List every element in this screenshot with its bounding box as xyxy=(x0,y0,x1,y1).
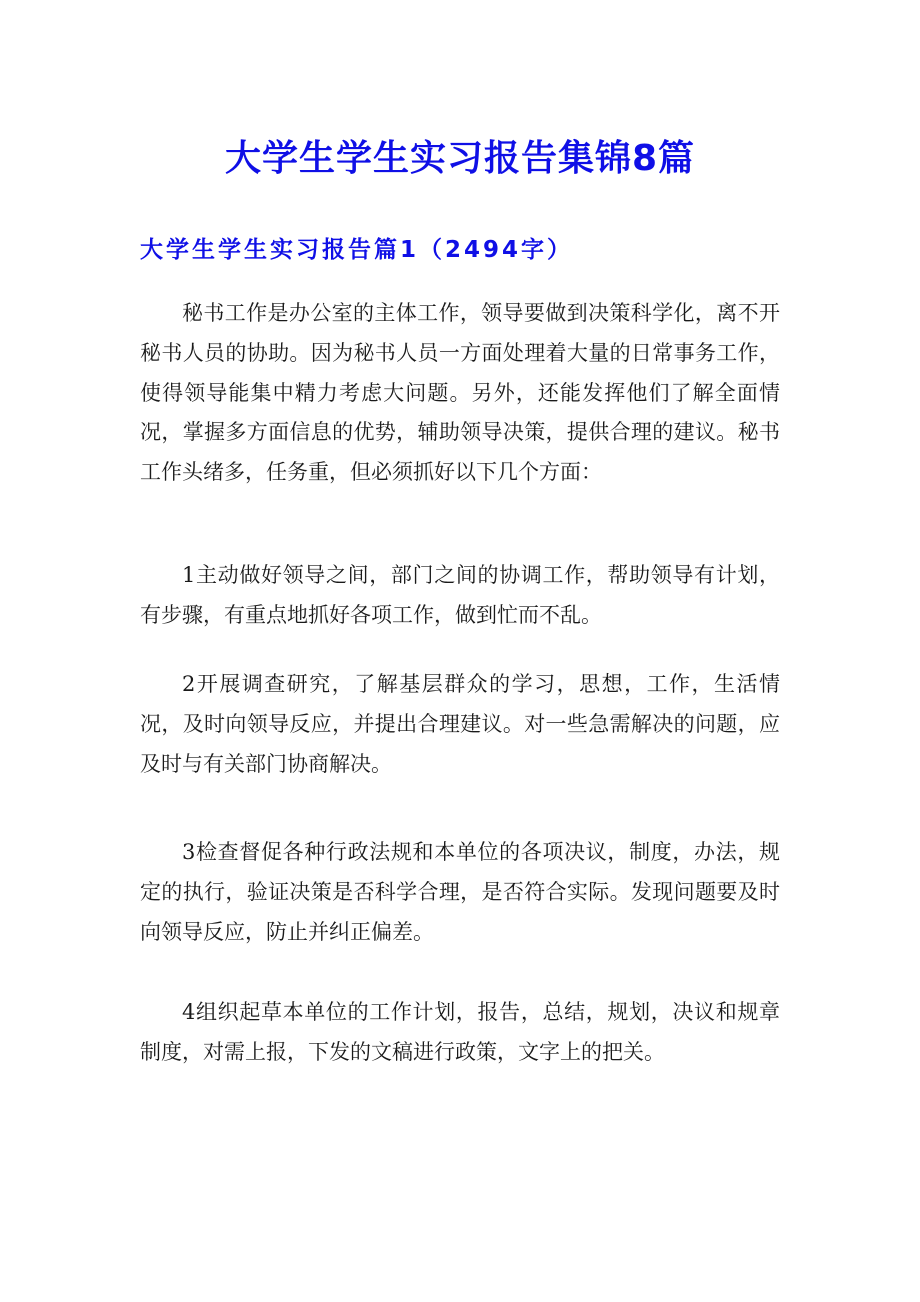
paragraph-item-1: 1主动做好领导之间，部门之间的协调工作，帮助领导有计划，有步骤，有重点地抓好各项工作，做到忙而不乱。 xyxy=(140,563,780,627)
document-title: 大学生学生实习报告集锦8篇 xyxy=(224,138,696,179)
section-heading: 大学生学生实习报告篇1（2494字） xyxy=(140,237,574,263)
paragraph-item-4: 4组织起草本单位的工作计划，报告，总结，规划，决议和规章制度，对需上报，下发的文稿进行政策，文字上的把关。 xyxy=(140,1000,780,1064)
paragraph-item-2: 2开展调查研究，了解基层群众的学习，思想，工作，生活情况，及时向领导反应，并提出合理建议。对一些急需解决的问题，应及时与有关部门协商解决。 xyxy=(140,672,780,776)
paragraph-intro: 秘书工作是办公室的主体工作，领导要做到决策科学化，离不开秘书人员的协助。因为秘书人员一方面处理着大量的日常事务工作，使得领导能集中精力考虑大问题。另外，还能发挥他们了解全面情况，掌握多方面信息的优势，辅助领导决策，提供合理的建议。秘书工作头绪多，任务重，但必须抓好以下几个方面： xyxy=(140,301,780,485)
paragraph-item-3: 3检查督促各种行政法规和本单位的各项决议，制度，办法，规定的执行，验证决策是否科学合理，是否符合实际。发现问题要及时向领导反应，防止并纠正偏差。 xyxy=(140,840,780,944)
